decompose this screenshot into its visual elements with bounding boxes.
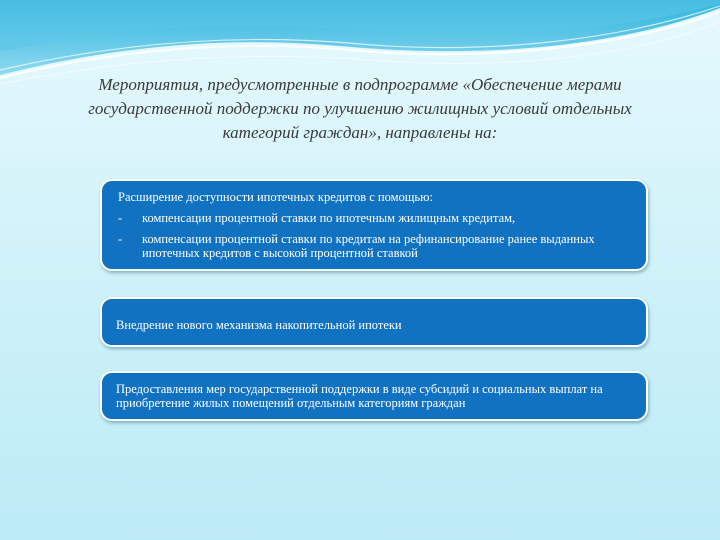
bullet-dash: - [118, 211, 123, 225]
list-item-text: компенсации процентной ставки по кредитам на рефинансирование ранее выданных ипотечных кредитов с высокой процентной ставкой [142, 232, 595, 260]
list-item [118, 232, 632, 260]
list-item-text: компенсации процентной ставки по ипотечным жилищным кредитам, [142, 211, 516, 225]
box-heading: Расширение доступности ипотечных кредитов с помощью: [118, 190, 433, 204]
slide-title: Мероприятия, предусмотренные в подпрограмме «Обеспечение мерами государственной поддержки по улучшению жилищных условий отдельных категорий граждан», направлены на: [88, 75, 632, 142]
savings-mortgage-box [100, 297, 648, 347]
list-item [118, 211, 632, 225]
box-heading: Внедрение нового механизма накопительной ипотеки [116, 318, 402, 332]
mortgage-availability-box [100, 179, 648, 271]
box-heading: Предоставления мер государственной поддержки в виде субсидий и социальных выплат на приобретение жилых помещений отдельным категориям граждан [116, 382, 603, 410]
state-support-subsidies-box [100, 371, 648, 421]
bullet-dash: - [118, 232, 123, 246]
